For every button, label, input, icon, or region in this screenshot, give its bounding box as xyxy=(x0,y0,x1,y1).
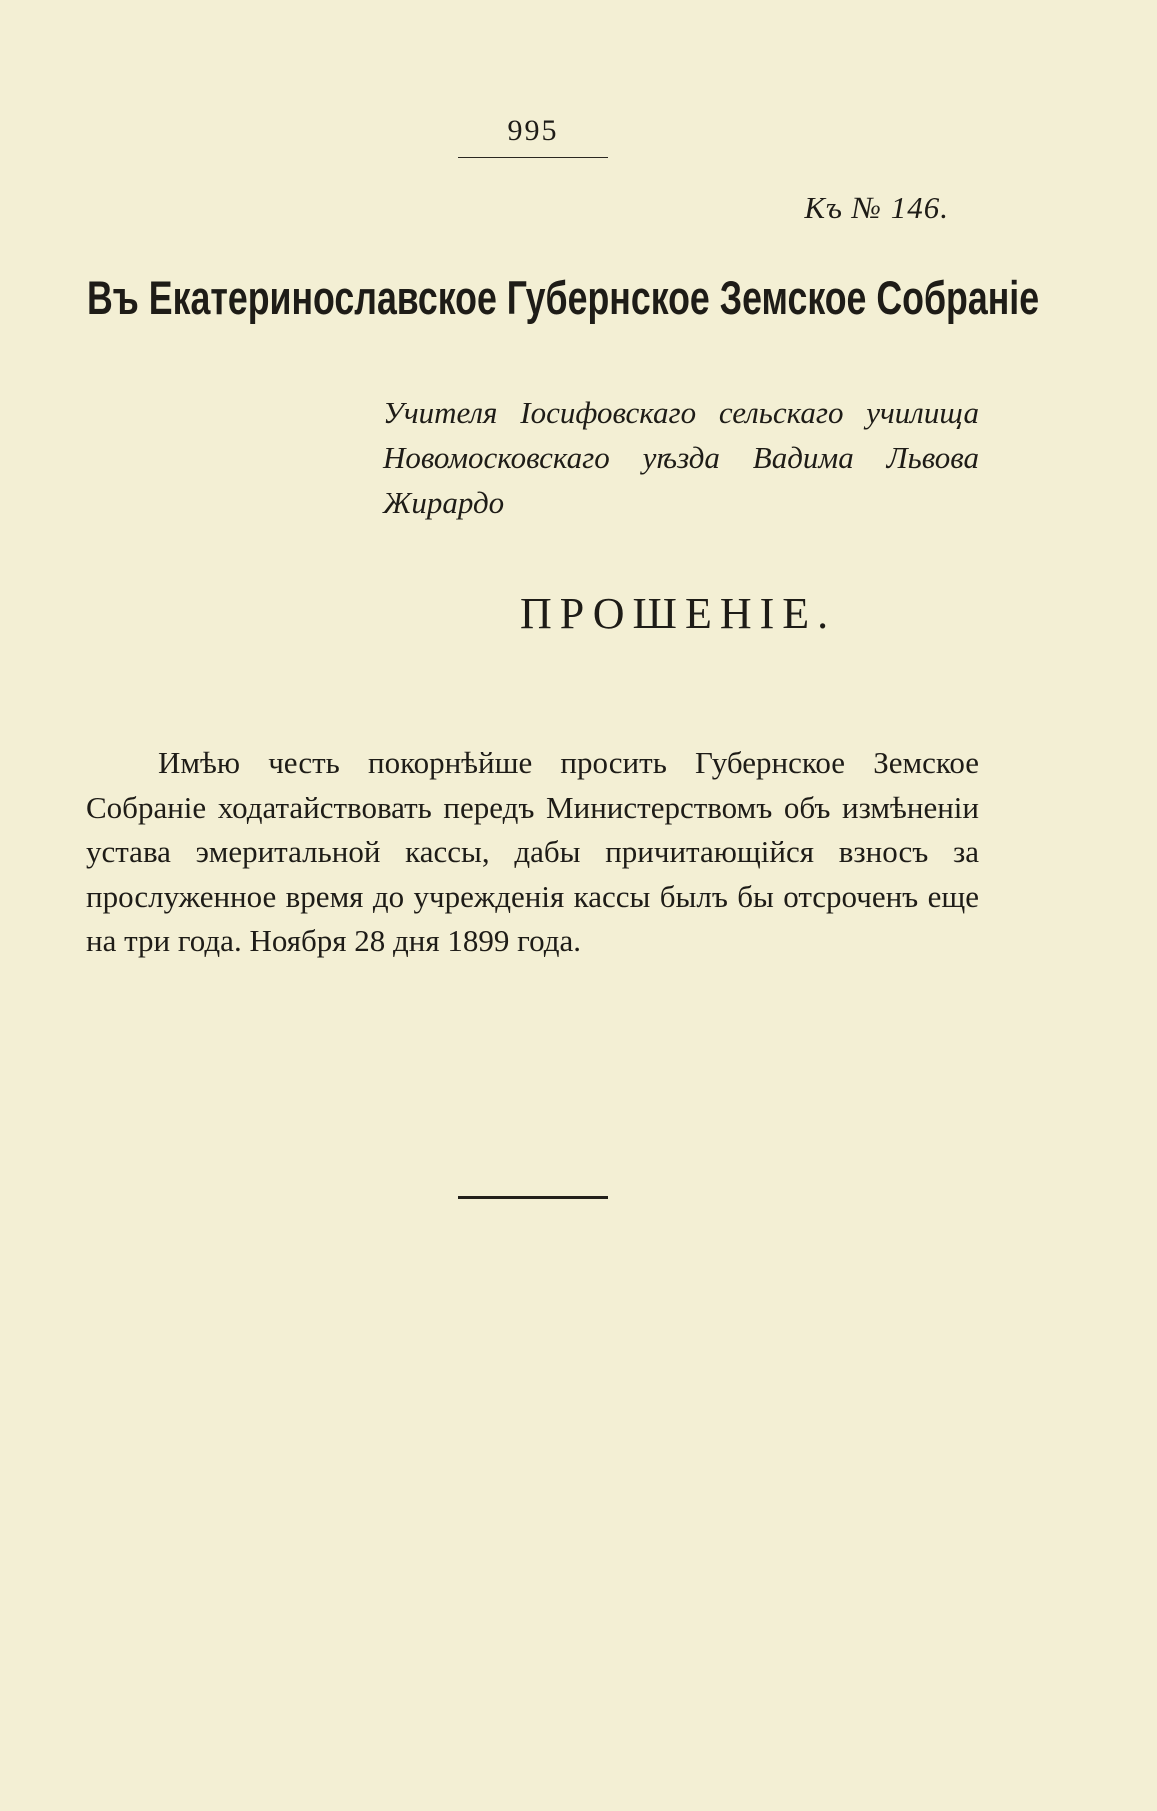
document-title: ПРОШЕНІЕ. xyxy=(520,589,837,638)
petitioner-line: Учителя Іосифовскаго сельскаго училища Новомосковскаго уѣзда Вадима Львова Жирардо xyxy=(383,395,979,520)
reference-number: Къ № 146. xyxy=(804,190,949,225)
closing-rule xyxy=(458,1196,608,1199)
page-number: 995 xyxy=(507,114,559,147)
petition-body: Имѣю честь покорнѣйше просить Губернское Земское Собраніе ходатайствовать передъ Министерствомъ объ измѣненіи устава эмеритальной кассы, дабы причитающійся взносъ за прослуженное время до учрежденія кассы былъ бы отсроченъ еще на три года. Ноября 28 дня 1899 года. xyxy=(86,745,979,958)
addressee-heading: Въ Екатеринославское Губернское Земское Собраніе xyxy=(87,271,1040,324)
page-number-rule xyxy=(458,157,608,158)
